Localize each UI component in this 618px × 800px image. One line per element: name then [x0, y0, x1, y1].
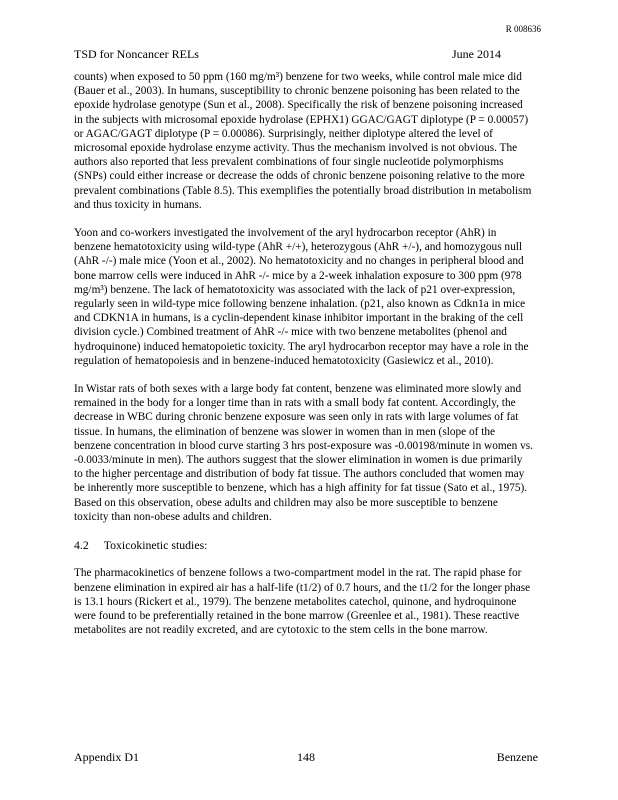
paragraph-ahr-receptor: Yoon and co-workers investigated the involvement of the aryl hydrocarbon receptor (AhR) in benzene hematotoxicity using wild-type (AhR +/+), heterozygous (AhR +/-), and homozygous null (AhR -/-) male mice (Yoon et al., 2002). No hematotoxicity and no changes in peripheral blood and bone marrow cells were induced in AhR -/- mice by a 2-week inhalation exposure to 300 ppm (978 mg/m³) benzene. The lack of hematotoxicity was associated with the lack of p21 over-expression, regularly seen in wild-type mice following benzene inhalation. (p21, also known as Cdkn1a in mice and CDKN1A in humans, is a cyclin-dependent kinase inhibitor important in the braking of the cell division cycle.) Combined treatment of AhR -/- mice with two benzene metabolites (phenol and hydroquinone) induced hematopoietic toxicity. The aryl hydrocarbon receptor may have a role in the regulation of hematopoiesis and in benzene-induced hematotoxicity (Gasiewicz et al., 2010). [74, 227, 529, 367]
body-text [74, 70, 534, 651]
section-title: Toxicokinetic studies: [103, 538, 208, 553]
bates-number: R 008636 [505, 24, 541, 34]
paragraph-body-fat: In Wistar rats of both sexes with a large body fat content, benzene was eliminated more slowly and remained in the body for a longer time than in rats with a small body fat content. Accordingly, the decrease in WBC during chronic benzene exposure was seen only in rats with large volumes of fat tissue. In humans, the elimination of benzene was slower in women than in men (slope of the benzene concentration in blood curve starting 3 hrs post-exposure was -0.00198/minute in women vs. -0.0033/minute in men). The authors suggest that the slower elimination in women is due primarily to the higher percentage and distribution of body fat tissue. The authors concluded that women may be inherently more susceptible to benzene, which has a high affinity for fat tissue (Sato et al., 1975). Based on this observation, obese adults and children may also be more susceptible to benzene toxicity than non-obese adults and children. [74, 383, 533, 523]
footer-chemical: Benzene [496, 750, 538, 764]
paragraph-toxicokinetics: The pharmacokinetics of benzene follows a two-compartment model in the rat. The rapid phase for benzene elimination in expired air has a half-life (t1/2) of 0.7 hours, and the t1/2 for the longer phase is 13.1 hours (Rickert et al., 1979). The benzene metabolites catechol, quinone, and hydroquinone were found to be preferentially retained in the bone marrow (Greenlee et al., 1981). These reactive metabolites are not readily excreted, and are cytotoxic to the stem cells in the bone marrow. [74, 567, 531, 637]
paragraph-epoxide-hydrolase: counts) when exposed to 50 ppm (160 mg/m³) benzene for two weeks, while control male mice did (Bauer et al., 2003). In humans, susceptibility to chronic benzene poisoning has been related to the epoxide hydrolase genotype (Sun et al., 2008). Specifically the risk of benzene poisoning increased in the subjects with microsomal epoxide hydrolase (EPHX1) GGAC/GAGT diplotype (P = 0.00057) or AGAC/GAGT diplotype (P = 0.00086). Surprisingly, neither diplotype altered the level of microsomal epoxide hydrolase enzyme activity. Thus the mechanism involved is not obvious. The authors also reported that less prevalent combinations of four single nucleotide polymorphisms (SNPs) could either increase or decrease the odds of chronic benzene poisoning relative to the more prevalent combinations (Table 8.5). This exemplifies the potentially broad distribution in metabolism and thus toxicity in humans. [74, 71, 532, 211]
header-date: June 2014 [452, 47, 501, 61]
header-title: TSD for Noncancer RELs [74, 47, 199, 61]
page-number: 148 [297, 750, 315, 764]
footer-appendix: Appendix D1 [74, 750, 139, 764]
section-heading [74, 538, 534, 552]
section-number: 4.2 [74, 538, 89, 553]
